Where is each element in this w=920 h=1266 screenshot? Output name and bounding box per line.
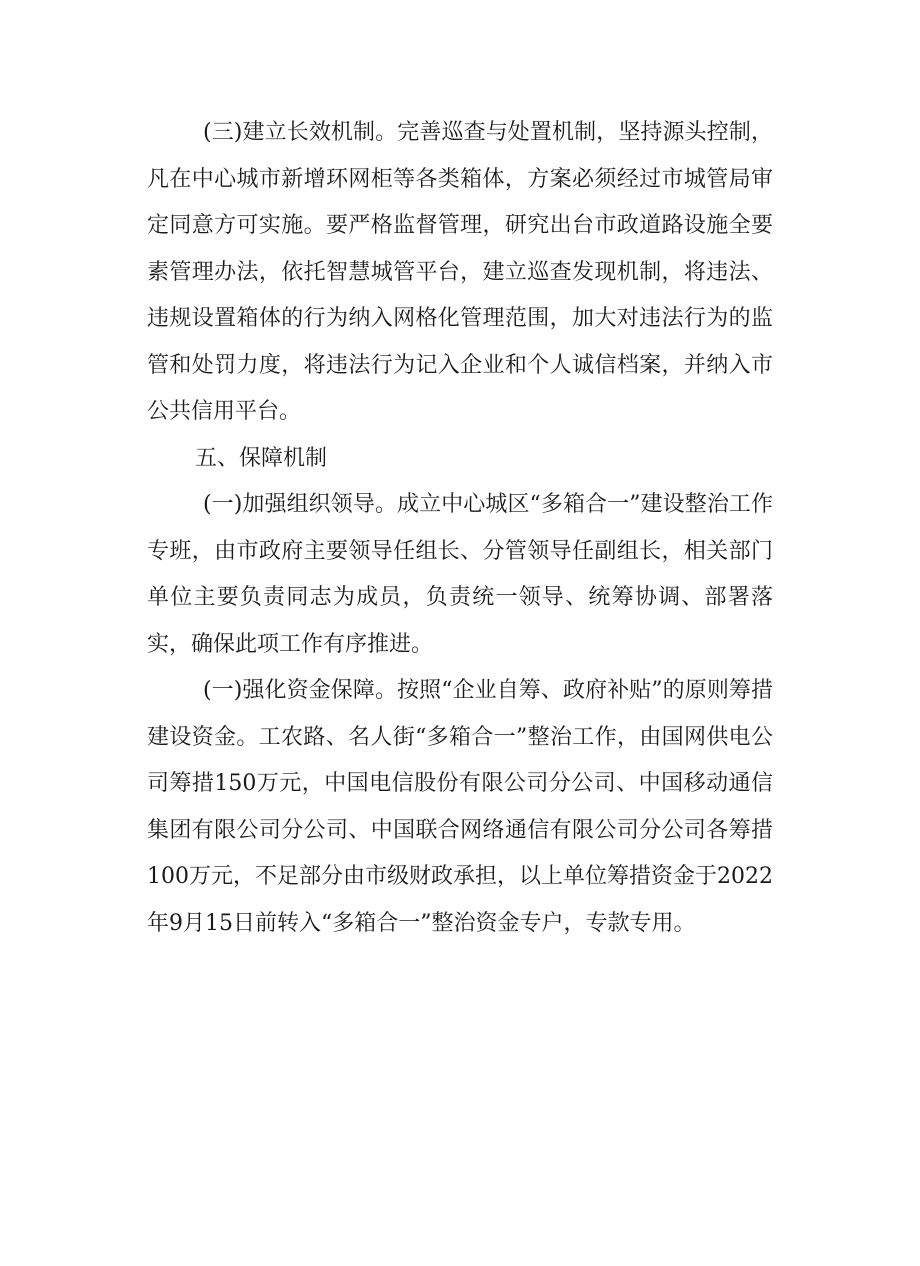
paragraph-funding-guarantee: (一)强化资金保障。按照“企业自筹、政府补贴”的原则筹措建设资金。工农路、名人街“多箱合一”整治工作，由国网供电公司筹措150万元，中国电信股份有限公司分公司、中国移动通信集团有限公司分公司、中国联合网络通信有限公司分公司各筹措100万元，不足部分由市级财政承担，以上单位筹措资金于2022年9月15日前转入“多箱合一”整治资金专户，专款专用。 — [147, 678, 773, 936]
document-body — [147, 110, 773, 947]
section-heading-safeguards: 五、保障机制 — [195, 445, 328, 471]
paragraph-long-term-mechanism: (三)建立长效机制。完善巡查与处置机制，坚持源头控制，凡在中心城市新增环网柜等各类箱体，方案必须经过市城管局审定同意方可实施。要严格监督管理，研究出台市政道路设施全要素管理办法，依托智慧城管平台，建立巡查发现机制，将违法、违规设置箱体的行为纳入网格化管理范围，加大对违法行为的监管和处罚力度，将违法行为记入企业和个人诚信档案，并纳入市公共信用平台。 — [147, 120, 773, 424]
paragraph-organization-leadership: (一)加强组织领导。成立中心城区“多箱合一”建设整治工作专班，由市政府主要领导任组长、分管领导任副组长，相关部门单位主要负责同志为成员，负责统一领导、统筹协调、部署落实，确保此项工作有序推进。 — [147, 492, 773, 657]
